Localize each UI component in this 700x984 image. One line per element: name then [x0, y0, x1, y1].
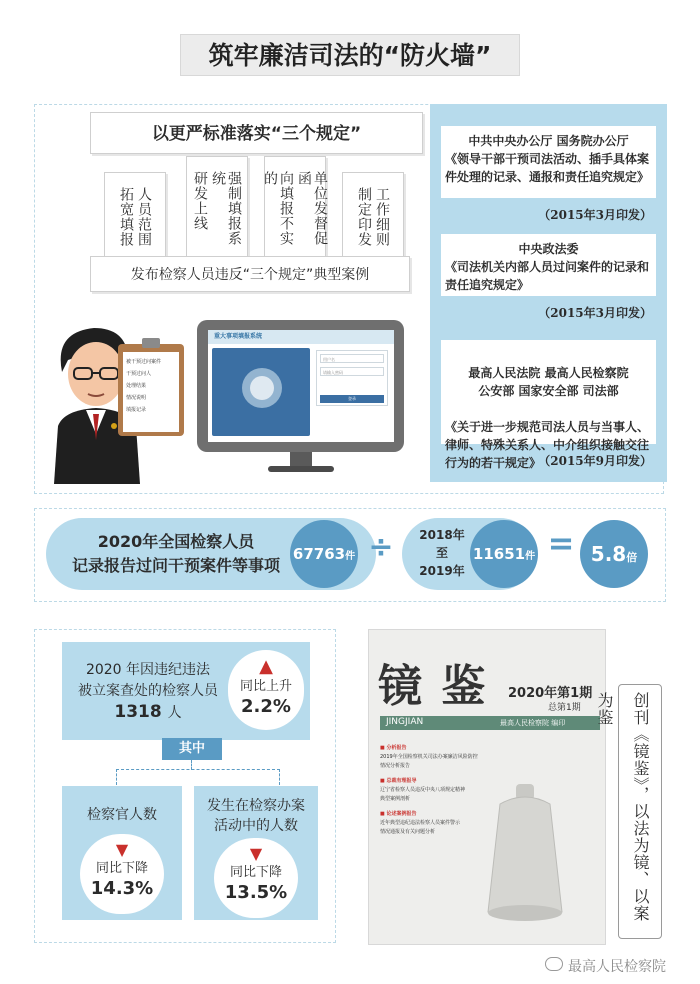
count-prior-value: 11651 [472, 545, 526, 563]
main-stat-label [68, 660, 228, 724]
count-2020-value: 67763 [292, 545, 346, 563]
among-label: 其中 [162, 738, 222, 760]
equals-icon: = [547, 524, 575, 562]
main-change-label: 同比上升 [239, 679, 292, 694]
measure-text: 研发上线 [192, 171, 208, 231]
main-stat-line: 被立案查处的检察人员 [78, 683, 218, 699]
main-count-unit: 人 [167, 705, 182, 721]
prosecutors-change-value: 14.3% [90, 878, 154, 899]
connector-line [279, 769, 280, 785]
clipboard-paper [123, 352, 179, 432]
page-title: 筑牢廉洁司法的“防火墙” [180, 34, 520, 76]
main-count-value: 1318 [114, 702, 162, 722]
connector-line [116, 769, 117, 785]
document-issuer: 最高人民法院 最高人民检察院 公安部 国家安全部 司法部 [468, 366, 629, 398]
activity-label [194, 796, 318, 836]
standard-heading: 以更严标准落实“三个规定” [90, 112, 423, 154]
magazine-title: 镜 鉴 [378, 661, 488, 712]
document-name: 《关于进一步规范司法人员与当事人、律师、特殊关系人、中介组织接触交往行为的若干规定》 [445, 420, 650, 470]
arrow-up-icon: ▲ [259, 656, 273, 677]
document-date: （2015年3月印发） [538, 306, 652, 320]
side-caption: 创刊《镜鉴》，以法为镜、以案为鉴 [595, 692, 650, 922]
connector-line [116, 769, 280, 770]
publish-cases-box: 发布检察人员违反“三个规定”典型案例 [90, 256, 410, 292]
document-date: （2015年3月印发） [538, 208, 652, 222]
stats-label-line: 记录报告过问干预案件等事项 [71, 556, 280, 575]
watermark: 最高人民检察院 [568, 959, 666, 975]
count-prior-circle [470, 520, 538, 588]
toc-line: 2019年全国检察机关司法办案廉洁风险防控 [380, 754, 478, 760]
measure-text: 工作细则 [374, 187, 390, 247]
document-name: 《司法机关内部人员过问案件的记录和责任追究规定》 [445, 260, 650, 292]
period-label [412, 526, 472, 580]
weibo-icon [545, 957, 563, 971]
divide-icon: ÷ [368, 530, 394, 565]
monitor-base [268, 466, 334, 472]
main-change-badge [228, 650, 304, 730]
bell-illustration [470, 780, 580, 930]
count-2020-unit: 件 [345, 551, 356, 562]
main-change-value: 2.2% [241, 696, 291, 717]
clipboard-item: 填报记录 [126, 407, 147, 413]
measure-card-2 [186, 156, 248, 260]
document-card-1 [441, 126, 656, 198]
count-2020-circle [290, 520, 358, 588]
document-issuer: 中共中央办公厅 国务院办公厅 [468, 134, 629, 148]
activity-change-value: 13.5% [224, 882, 288, 903]
measure-card-3 [264, 156, 326, 260]
period-line: 2019年 [419, 564, 465, 578]
activity-line: 活动中的人数 [214, 818, 298, 834]
system-title: 重大事项填报系统 [208, 330, 394, 344]
emblem-icon [238, 362, 286, 416]
measure-text: 向填报不实的 [262, 171, 294, 246]
toc-line: 辽宁省检察人员违反中央八项规定精神 [380, 787, 466, 793]
toc-line: 典型案例剖析 [380, 796, 411, 802]
password-field[interactable]: 请输入密码 [320, 367, 384, 376]
period-line: 至 [435, 546, 448, 560]
clipboard-item: 处理结果 [126, 383, 147, 389]
arrow-down-icon: ▼ [115, 840, 129, 859]
document-name: 《领导干部干预司法活动、插手具体案件处理的记录、通报和责任追究规定》 [445, 152, 650, 184]
clipboard-item: 干预过问人 [126, 371, 152, 377]
activity-line: 发生在检察办案 [207, 798, 305, 814]
document-date: （2015年9月印发） [538, 454, 652, 468]
measure-text: 人员范围 [136, 187, 152, 247]
document-issuer: 中央政法委 [518, 242, 579, 256]
measure-text: 单位发督促函 [296, 171, 328, 246]
toc-heading: ■ 总裁有理报导 [380, 778, 417, 784]
activity-change-badge [214, 838, 298, 918]
toc-line: 情况通报及有关问题分析 [380, 829, 436, 835]
login-button[interactable]: 登录 [320, 395, 384, 403]
prosecutors-change-badge [80, 834, 164, 914]
prosecutors-label: 检察官人数 [87, 807, 157, 823]
main-stat-line: 2020 年因违纪违法 [85, 662, 211, 678]
magazine-pinyin: JINGJIAN [386, 717, 424, 727]
magazine-issue: 2020年第1期 [508, 686, 593, 701]
ratio-unit: 倍 [626, 551, 638, 564]
measure-text: 强制填报系统 [210, 171, 242, 246]
main-stat-count [68, 702, 228, 724]
activity-change-label: 同比下降 [229, 865, 282, 880]
stats-label [60, 530, 292, 578]
toc-heading: ■ 论述案例报告 [380, 811, 417, 817]
ratio-circle [580, 520, 648, 588]
document-card-2 [441, 234, 656, 296]
count-prior-unit: 件 [525, 551, 536, 562]
clipboard-item: 被干预过问案件 [126, 359, 162, 365]
arrow-down-icon: ▼ [249, 844, 263, 863]
username-field[interactable]: 用户名 [320, 354, 384, 363]
measure-text: 制定印发 [356, 187, 372, 247]
connector-line [191, 760, 192, 770]
toc-line: 情况分析报告 [380, 763, 411, 769]
period-line: 2018年 [419, 528, 465, 542]
prosecutors-change-label: 同比下降 [95, 861, 148, 876]
clipboard-clip-icon [142, 338, 160, 348]
ratio-value: 5.8 [590, 542, 627, 566]
toc-heading: ■ 分析报告 [380, 745, 407, 751]
clipboard-item: 情况说明 [126, 395, 147, 401]
measure-text: 拓宽填报 [118, 187, 134, 247]
stats-label-line: 2020年全国检察人员 [97, 532, 255, 551]
toc-line: 近年典型违纪违法检察人员案件警示 [380, 820, 461, 826]
magazine-editor: 最高人民检察院 编印 [500, 719, 566, 727]
magazine-issue-total: 总第1期 [548, 703, 581, 713]
